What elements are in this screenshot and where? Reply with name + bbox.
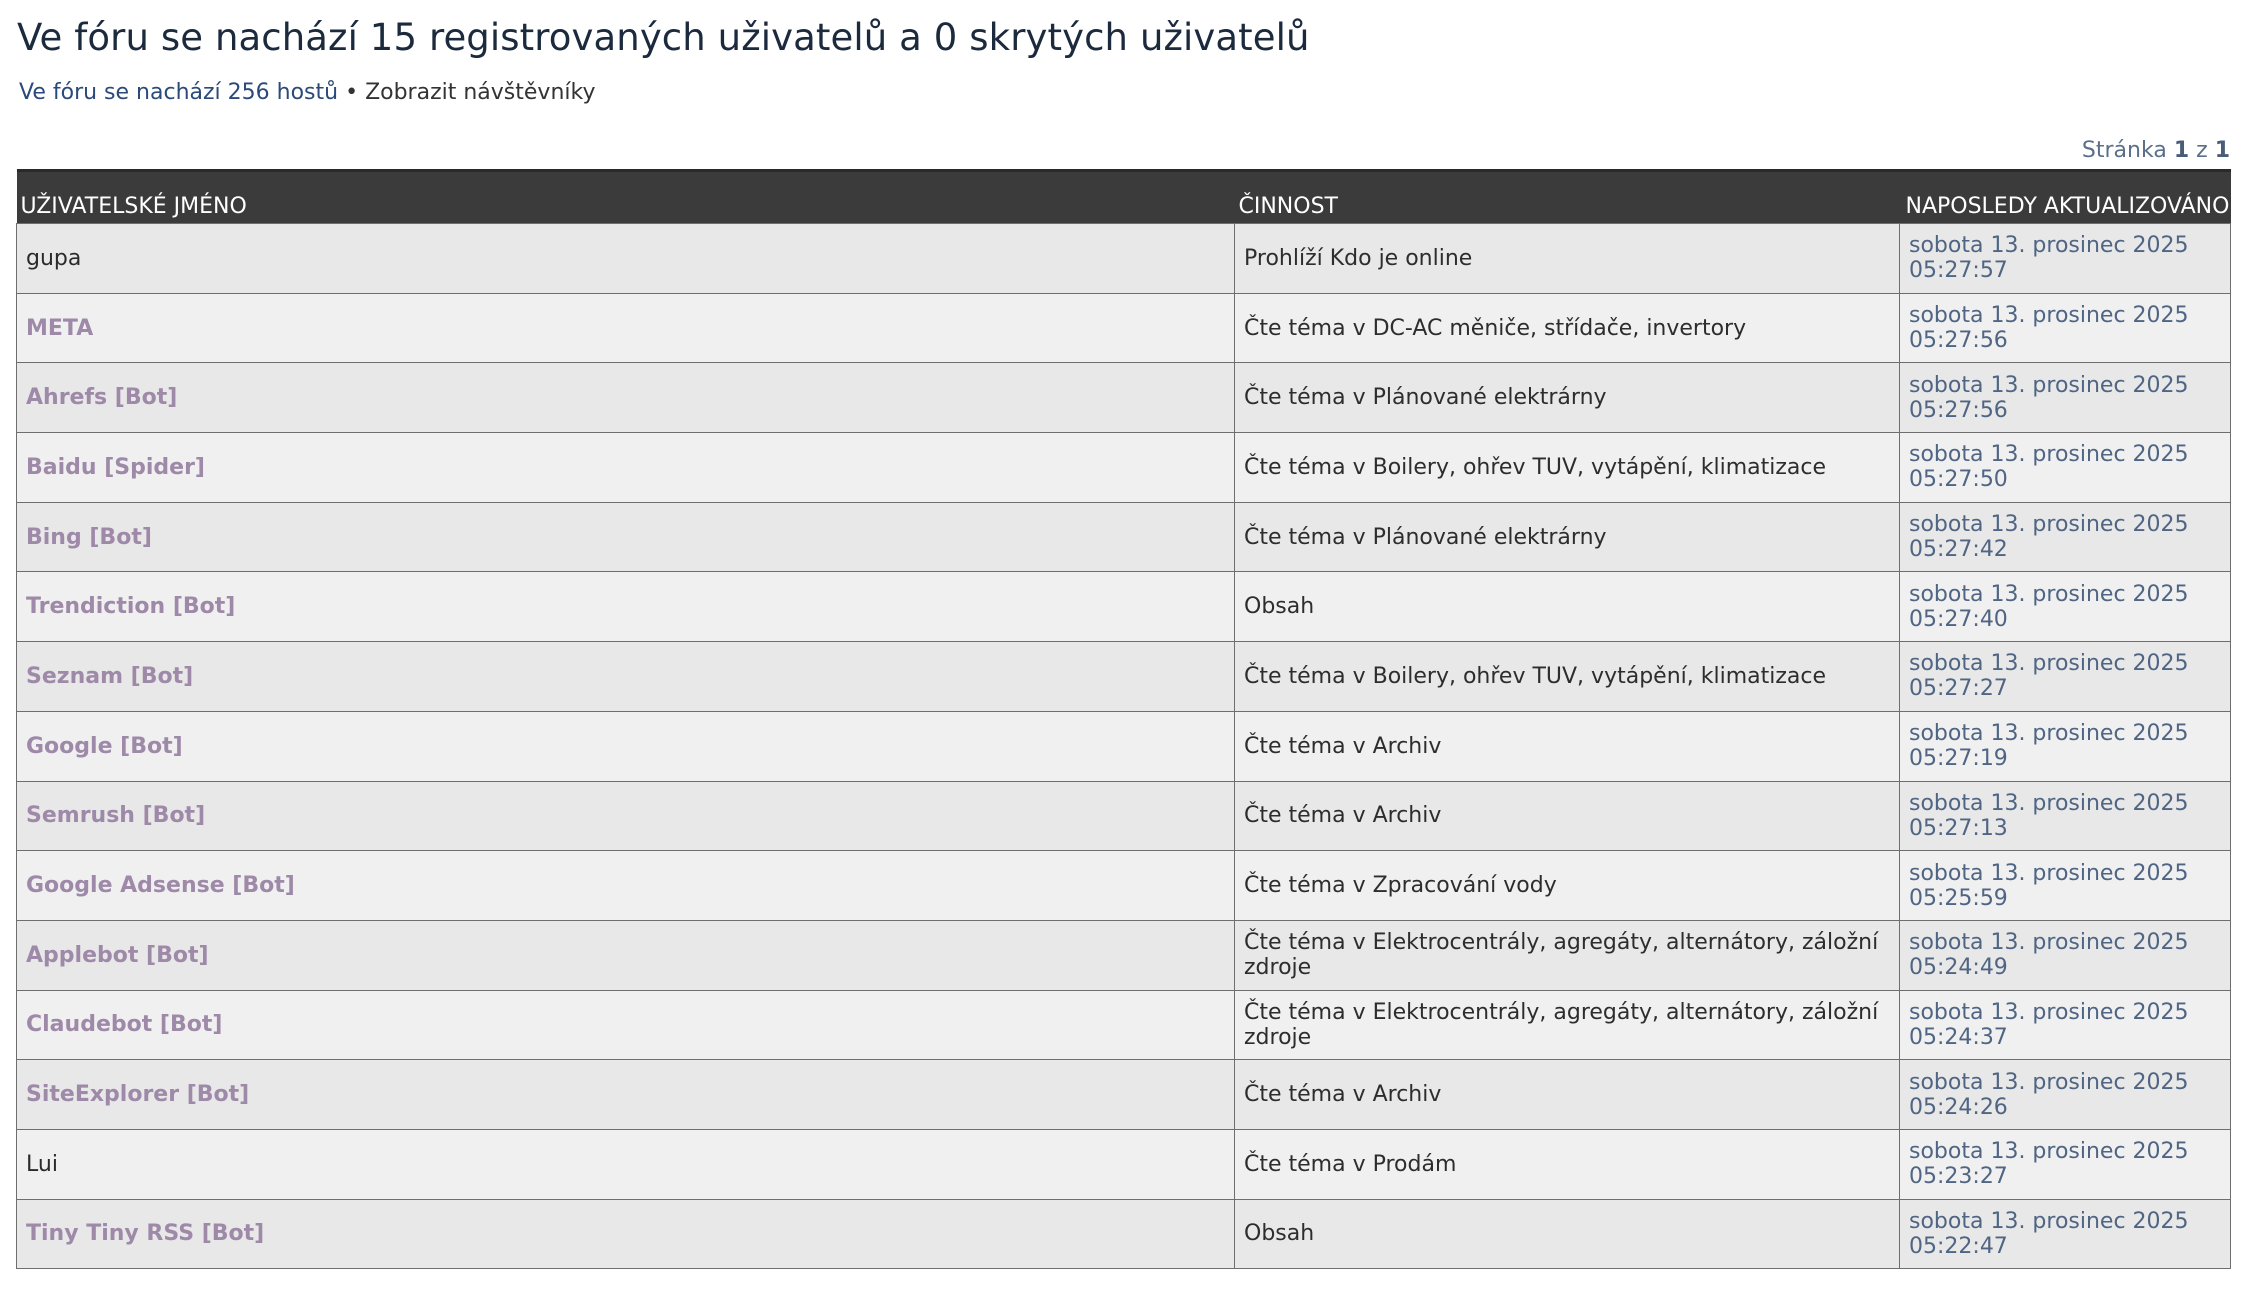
last-updated-cell	[1900, 1129, 2231, 1199]
table-row	[17, 502, 2231, 572]
last-updated-cell	[1900, 293, 2231, 363]
username-cell[interactable]: Tiny Tiny RSS [Bot]	[17, 1199, 1235, 1269]
table-row	[17, 851, 2231, 921]
last-updated-time: 05:27:19	[1909, 746, 2008, 772]
table-body	[17, 224, 2231, 1269]
table-row	[17, 920, 2231, 990]
activity-cell: Čte téma v Plánované elektrárny	[1235, 363, 1900, 433]
table-header-row	[17, 171, 2231, 224]
last-updated-cell	[1900, 572, 2231, 642]
last-updated-date: sobota 13. prosinec 2025	[1909, 442, 2189, 468]
table-row	[17, 433, 2231, 503]
activity-cell: Čte téma v Zpracování vody	[1235, 851, 1900, 921]
table-row	[17, 711, 2231, 781]
table-row	[17, 642, 2231, 712]
table-row	[17, 1060, 2231, 1130]
activity-cell: Prohlíží Kdo je online	[1235, 224, 1900, 294]
last-updated-time: 05:27:27	[1909, 676, 2008, 702]
last-updated-time: 05:27:56	[1909, 397, 2008, 423]
last-updated-date: sobota 13. prosinec 2025	[1909, 860, 2189, 886]
table-row	[17, 781, 2231, 851]
activity-cell: Čte téma v Elektrocentrály, agregáty, alternátory, záložní zdroje	[1235, 920, 1900, 990]
table-row	[17, 293, 2231, 363]
pagination-of: z	[2196, 138, 2208, 163]
last-updated-cell	[1900, 502, 2231, 572]
last-updated-time: 05:27:50	[1909, 467, 2008, 493]
last-updated-time: 05:24:37	[1909, 1024, 2008, 1050]
last-updated-date: sobota 13. prosinec 2025	[1909, 999, 2189, 1025]
last-updated-cell	[1900, 363, 2231, 433]
username-cell[interactable]: Google Adsense [Bot]	[17, 851, 1235, 921]
last-updated-cell	[1900, 920, 2231, 990]
username-cell[interactable]: SiteExplorer [Bot]	[17, 1060, 1235, 1130]
last-updated-cell	[1900, 990, 2231, 1060]
activity-cell: Čte téma v Archiv	[1235, 781, 1900, 851]
activity-cell: Čte téma v Prodám	[1235, 1129, 1900, 1199]
pagination-current: 1	[2173, 138, 2190, 163]
activity-cell: Čte téma v Elektrocentrály, agregáty, alternátory, záložní zdroje	[1235, 990, 1900, 1060]
column-header-last-updated[interactable]: NAPOSLEDY AKTUALIZOVÁNO	[1900, 171, 2231, 224]
last-updated-date: sobota 13. prosinec 2025	[1909, 303, 2189, 329]
last-updated-date: sobota 13. prosinec 2025	[1909, 581, 2189, 607]
username-cell[interactable]: Lui	[17, 1129, 1235, 1199]
activity-cell: Čte téma v Archiv	[1235, 1060, 1900, 1130]
activity-cell: Čte téma v Boilery, ohřev TUV, vytápění, klimatizace	[1235, 433, 1900, 503]
activity-cell: Obsah	[1235, 572, 1900, 642]
username-cell[interactable]: Bing [Bot]	[17, 502, 1235, 572]
last-updated-time: 05:24:26	[1909, 1094, 2008, 1120]
last-updated-time: 05:22:47	[1909, 1233, 2008, 1259]
last-updated-cell	[1900, 1199, 2231, 1269]
column-header-username[interactable]: UŽIVATELSKÉ JMÉNO	[17, 171, 1235, 224]
last-updated-time: 05:27:42	[1909, 537, 2008, 563]
last-updated-time: 05:25:59	[1909, 885, 2008, 911]
table-row	[17, 224, 2231, 294]
username-cell[interactable]: Semrush [Bot]	[17, 781, 1235, 851]
last-updated-date: sobota 13. prosinec 2025	[1909, 651, 2189, 677]
pagination-total: 1	[2214, 138, 2230, 163]
table-row	[17, 572, 2231, 642]
show-visitors-link[interactable]: Zobrazit návštěvníky	[365, 80, 596, 105]
last-updated-date: sobota 13. prosinec 2025	[1909, 721, 2189, 747]
last-updated-cell	[1900, 224, 2231, 294]
last-updated-time: 05:24:49	[1909, 955, 2008, 981]
last-updated-time: 05:27:56	[1909, 328, 2008, 354]
last-updated-cell	[1900, 711, 2231, 781]
last-updated-date: sobota 13. prosinec 2025	[1909, 233, 2189, 259]
last-updated-date: sobota 13. prosinec 2025	[1909, 1069, 2189, 1095]
username-cell[interactable]: Ahrefs [Bot]	[17, 363, 1235, 433]
last-updated-time: 05:27:40	[1909, 606, 2008, 632]
online-users-table	[16, 169, 2231, 1269]
separator-bullet: •	[345, 80, 359, 105]
last-updated-cell	[1900, 1060, 2231, 1130]
username-cell[interactable]: gupa	[17, 224, 1235, 294]
guests-link[interactable]: Ve fóru se nachází 256 hostů	[19, 80, 339, 105]
last-updated-cell	[1900, 781, 2231, 851]
guests-summary	[19, 80, 595, 105]
pagination-label: Stránka	[2081, 138, 2167, 163]
last-updated-date: sobota 13. prosinec 2025	[1909, 1208, 2189, 1234]
activity-cell: Čte téma v Boilery, ohřev TUV, vytápění, klimatizace	[1235, 642, 1900, 712]
last-updated-cell	[1900, 851, 2231, 921]
username-cell[interactable]: Applebot [Bot]	[17, 920, 1235, 990]
table-row	[17, 1129, 2231, 1199]
page-title: Ve fóru se nachází 15 registrovaných uživatelů a 0 skrytých uživatelů	[17, 16, 1310, 59]
activity-cell: Obsah	[1235, 1199, 1900, 1269]
username-cell[interactable]: Seznam [Bot]	[17, 642, 1235, 712]
last-updated-date: sobota 13. prosinec 2025	[1909, 512, 2189, 538]
activity-cell: Čte téma v Plánované elektrárny	[1235, 502, 1900, 572]
last-updated-date: sobota 13. prosinec 2025	[1909, 930, 2189, 956]
username-cell[interactable]: Google [Bot]	[17, 711, 1235, 781]
last-updated-date: sobota 13. prosinec 2025	[1909, 1139, 2189, 1165]
last-updated-time: 05:27:57	[1909, 258, 2008, 284]
last-updated-date: sobota 13. prosinec 2025	[1909, 790, 2189, 816]
table-row	[17, 990, 2231, 1060]
last-updated-date: sobota 13. prosinec 2025	[1909, 372, 2189, 398]
pagination	[2082, 138, 2230, 163]
username-cell[interactable]: Claudebot [Bot]	[17, 990, 1235, 1060]
column-header-activity[interactable]: ČINNOST	[1235, 171, 1900, 224]
username-cell[interactable]: Trendiction [Bot]	[17, 572, 1235, 642]
table-row	[17, 363, 2231, 433]
activity-cell: Čte téma v DC-AC měniče, střídače, invertory	[1235, 293, 1900, 363]
activity-cell: Čte téma v Archiv	[1235, 711, 1900, 781]
table-row	[17, 1199, 2231, 1269]
last-updated-cell	[1900, 433, 2231, 503]
last-updated-time: 05:27:13	[1909, 815, 2008, 841]
last-updated-cell	[1900, 642, 2231, 712]
username-cell[interactable]: META	[17, 293, 1235, 363]
last-updated-time: 05:23:27	[1909, 1164, 2008, 1190]
username-cell[interactable]: Baidu [Spider]	[17, 433, 1235, 503]
